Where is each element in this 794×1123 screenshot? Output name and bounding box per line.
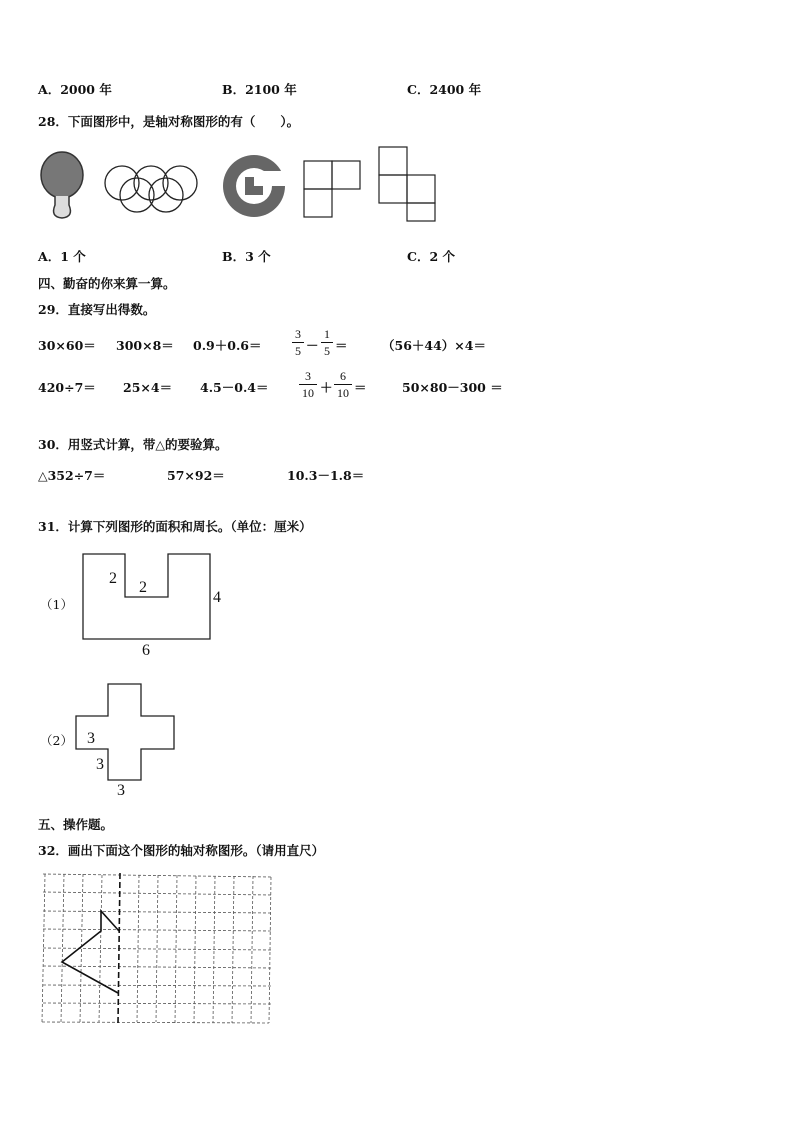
q29-item: 0.9＋0.6＝ [193, 338, 262, 353]
q29-equals: ＝ [354, 380, 367, 395]
q29-fraction: 6 10 [334, 370, 352, 399]
q28-option-a: A．1 个 [38, 249, 86, 264]
q29-item: 300×8＝ [116, 338, 174, 353]
q31-figure-2-label: （2） [40, 733, 73, 748]
q31-figure-1 [80, 552, 215, 642]
q31-figure-1-label: （1） [40, 597, 73, 612]
ping-pong-paddle-icon [41, 152, 83, 218]
square-tiles-zigzag-icon [379, 147, 435, 203]
q30-item: △352÷7＝ [38, 468, 106, 483]
section-5-heading: 五、操作题。 [38, 817, 114, 832]
q28-figures [38, 143, 448, 223]
q31-prompt: 31．计算下列图形的面积和周长。（单位：厘米） [38, 519, 312, 534]
q29-prompt: 29．直接写出得数。 [38, 302, 156, 317]
bank-logo-icon [223, 155, 290, 217]
q30-item: 10.3－1.8＝ [287, 468, 365, 483]
q29-fraction: 3 5 [292, 328, 304, 357]
q28-option-b: B．3 个 [222, 249, 271, 264]
q30-item: 57×92＝ [167, 468, 225, 483]
q27-option-b: B．2100 年 [222, 82, 297, 97]
q27-option-a: A．2000 年 [38, 82, 112, 97]
q31-fig1-dim: 2 [109, 570, 117, 587]
q29-equals: ＝ [335, 338, 348, 353]
q29-item: 30×60＝ [38, 338, 96, 353]
q31-fig2-dim: 3 [96, 756, 104, 773]
q29-item: 4.5－0.4＝ [200, 380, 269, 395]
q29-operator: ＋ [320, 380, 333, 395]
section-4-heading: 四、勤奋的你来算一算。 [38, 276, 176, 291]
q29-fraction: 1 5 [321, 328, 333, 357]
q31-fig1-dim: 4 [213, 589, 221, 606]
q32-prompt: 32．画出下面这个图形的轴对称图形。（请用直尺） [38, 843, 325, 858]
q27-option-c: C．2400 年 [407, 82, 482, 97]
q29-operator: － [306, 338, 319, 353]
q28-prompt: 28．下面图形中，是轴对称图形的有（ ）。 [38, 114, 300, 129]
q31-fig1-dim: 2 [139, 579, 147, 596]
square-tiles-l-icon [304, 161, 360, 217]
q28-option-c: C．2 个 [407, 249, 455, 264]
q31-fig1-dim: 6 [142, 642, 150, 659]
q30-prompt: 30．用竖式计算，带△的要验算。 [38, 437, 228, 452]
q31-fig2-dim: 3 [87, 730, 95, 747]
q29-fraction: 3 10 [299, 370, 317, 399]
olympic-rings-icon [105, 166, 197, 212]
q29-item: 420÷7＝ [38, 380, 96, 395]
q29-item: 25×4＝ [123, 380, 173, 395]
q29-item: 50×80－300 ＝ [402, 380, 503, 395]
q32-grid [40, 871, 274, 1027]
q31-fig2-dim: 3 [117, 782, 125, 799]
q29-item: （56＋44）×4＝ [382, 338, 486, 353]
